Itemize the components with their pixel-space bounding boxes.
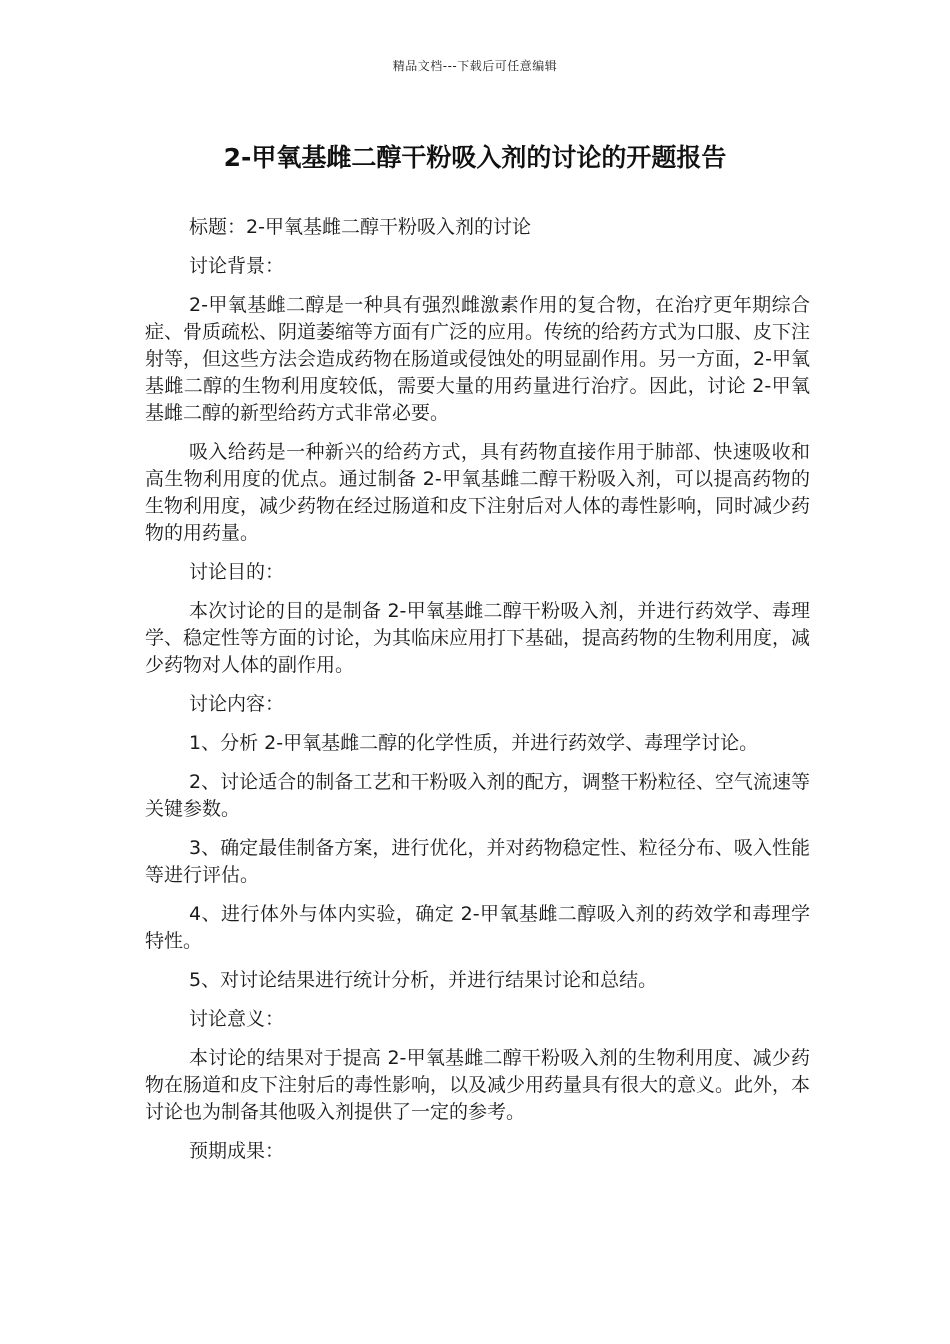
content-item-2: 2、讨论适合的制备工艺和干粉吸入剂的配方，调整干粉粒径、空气流速等关键参数。 bbox=[145, 771, 810, 820]
significance-paragraph: 本讨论的结果对于提高 2-甲氧基雌二醇干粉吸入剂的生物利用度、减少药物在肠道和皮下注射后的毒性影响，以及减少用药量具有很大的意义。此外，本讨论也为制备其他吸入剂提供了一定的参考。 bbox=[145, 1047, 811, 1123]
content-item-4: 4、进行体外与体内实验，确定 2-甲氧基雌二醇吸入剂的药效学和毒理学特性。 bbox=[145, 903, 810, 952]
document-body bbox=[145, 214, 810, 1177]
background-paragraph-2: 吸入给药是一种新兴的给药方式，具有药物直接作用于肺部、快速吸收和高生物利用度的优点。通过制备 2-甲氧基雌二醇干粉吸入剂，可以提高药物的生物利用度，减少药物在经过肠道和皮下注射后对人体的毒性影响，同时减少药物的用药量。 bbox=[145, 441, 811, 544]
content-item-1: 1、分析 2-甲氧基雌二醇的化学性质，并进行药效学、毒理学讨论。 bbox=[189, 732, 759, 754]
content-item-3: 3、确定最佳制备方案，进行优化，并对药物稳定性、粒径分布、吸入性能等进行评估。 bbox=[145, 837, 810, 886]
background-paragraph-1: 2-甲氧基雌二醇是一种具有强烈雌激素作用的复合物，在治疗更年期综合症、骨质疏松、阴道萎缩等方面有广泛的应用。传统的给药方式为口服、皮下注射等，但这些方法会造成药物在肠道或侵蚀处的明显副作用。另一方面，2-甲氧基雌二醇的生物利用度较低，需要大量的用药量进行治疗。因此，讨论 2-甲氧基雌二醇的新型给药方式非常必要。 bbox=[145, 294, 811, 424]
page-header: 精品文档---下载后可任意编辑 bbox=[392, 59, 558, 73]
purpose-heading: 讨论目的： bbox=[189, 561, 285, 583]
content-item-5: 5、对讨论结果进行统计分析，并进行结果讨论和总结。 bbox=[189, 969, 658, 991]
document-title: 2-甲氧基雌二醇干粉吸入剂的讨论的开题报告 bbox=[223, 143, 727, 172]
content-heading: 讨论内容： bbox=[189, 693, 285, 715]
purpose-paragraph: 本次讨论的目的是制备 2-甲氧基雌二醇干粉吸入剂，并进行药效学、毒理学、稳定性等方面的讨论，为其临床应用打下基础，提高药物的生物利用度，减少药物对人体的副作用。 bbox=[145, 600, 811, 676]
subject-line: 标题：2-甲氧基雌二醇干粉吸入剂的讨论 bbox=[189, 216, 531, 238]
outcome-heading: 预期成果： bbox=[189, 1140, 285, 1162]
significance-heading: 讨论意义： bbox=[189, 1008, 285, 1030]
background-heading: 讨论背景： bbox=[189, 255, 285, 277]
